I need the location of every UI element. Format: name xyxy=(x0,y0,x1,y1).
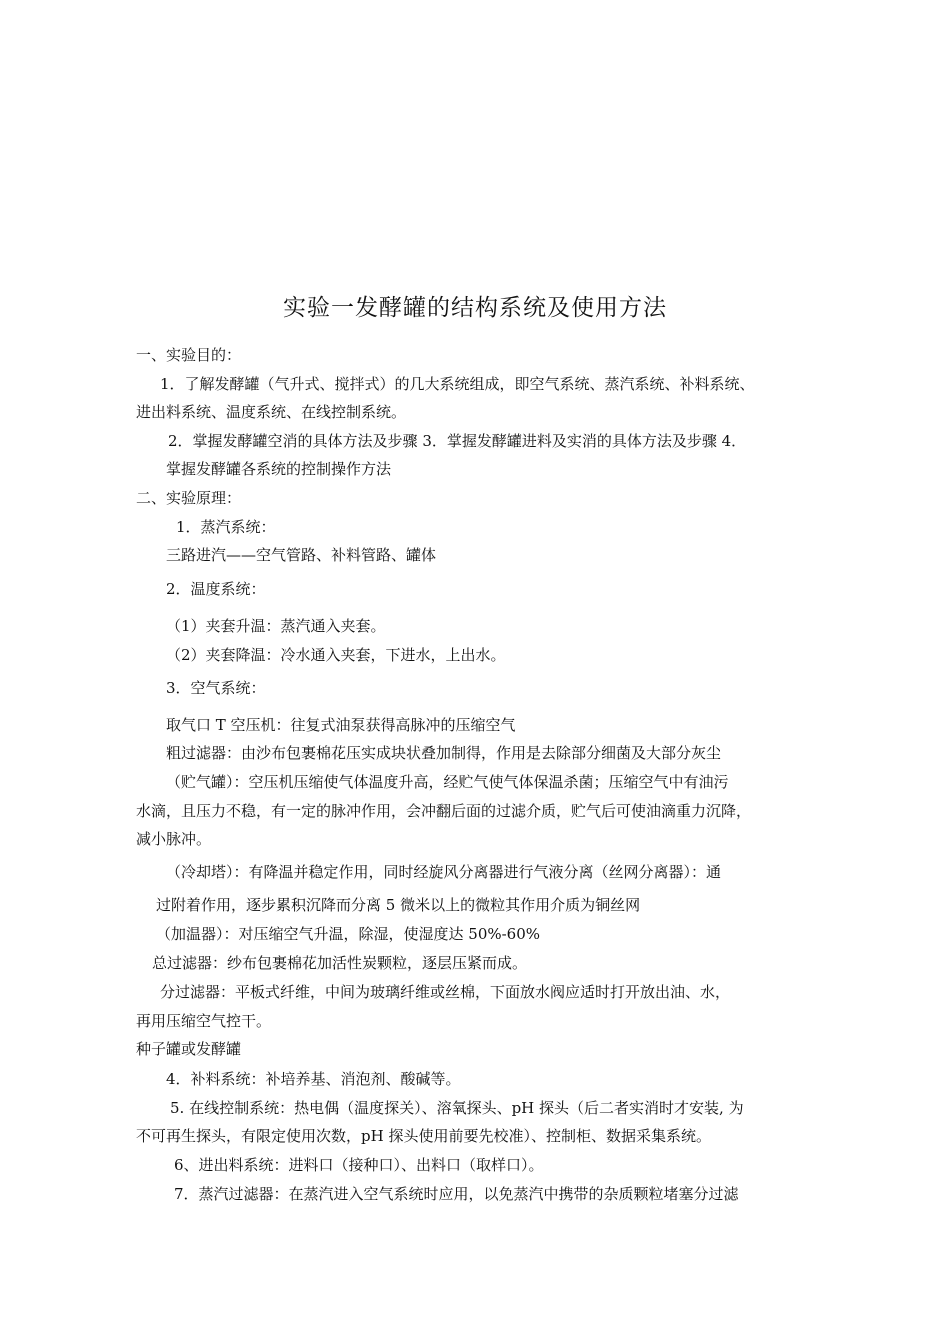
subheading-temperature-system: 2．温度系统： xyxy=(166,580,266,598)
paragraph-line: 2．掌握发酵罐空消的具体方法及步骤 3．掌握发酵罐进料及实消的具体方法及步骤 4． xyxy=(168,432,747,450)
paragraph-line: 掌握发酵罐各系统的控制操作方法 xyxy=(166,460,392,478)
paragraph-line: 水滴，且压力不稳，有一定的脉冲作用，会冲翻后面的过滤介质，贮气后可使油滴重力沉降， xyxy=(136,802,752,820)
paragraph-line: 粗过滤器：由沙布包裹棉花压实成块状叠加制得，作用是去除部分细菌及大部分灰尘 xyxy=(166,744,722,762)
paragraph-line: （2）夹套降温：冷水通入夹套，下进水，上出水。 xyxy=(166,646,506,664)
paragraph-line: 不可再生探头，有限定使用次数，pH 探头使用前要先校准）、控制柜、数据采集系统。 xyxy=(136,1127,711,1145)
paragraph-line: 进出料系统、温度系统、在线控制系统。 xyxy=(136,403,407,421)
section-heading-principle: 二、实验原理： xyxy=(136,489,242,507)
document-title: 实验一发酵罐的结构系统及使用方法 xyxy=(283,295,667,321)
paragraph-line: 三路进汽——空气管路、补料管路、罐体 xyxy=(166,546,437,564)
paragraph-line: 分过滤器：平板式纤维，中间为玻璃纤维或丝棉，下面放水阀应适时打开放出油、水， xyxy=(160,983,731,1001)
subheading-steam-filter: 7．蒸汽过滤器：在蒸汽进入空气系统时应用，以免蒸汽中携带的杂质颗粒堵塞分过滤 xyxy=(174,1185,739,1203)
paragraph-line: 取气口 T 空压机：往复式油泵获得高脉冲的压缩空气 xyxy=(166,716,516,734)
subheading-online-control: 5. 在线控制系统：热电偶（温度探关）、溶氧探头、pH 探头（后二者实消时才安装, 为 xyxy=(170,1099,744,1117)
paragraph-line: （贮气罐）：空压机压缩使气体温度升高，经贮气使气体保温杀菌；压缩空气中有油污 xyxy=(166,773,729,791)
paragraph-line: 再用压缩空气控干。 xyxy=(136,1012,272,1030)
section-heading-purpose: 一、实验目的： xyxy=(136,346,242,364)
paragraph-line: 种子罐或发酵罐 xyxy=(136,1040,242,1058)
subheading-steam-system: 1．蒸汽系统： xyxy=(176,518,276,536)
paragraph-line: （冷却塔）：有降温并稳定作用，同时经旋风分离器进行气液分离（丝网分离器）：通 xyxy=(166,863,722,881)
paragraph-line: 减小脉冲。 xyxy=(136,830,212,848)
paragraph-line: （1）夹套升温：蒸汽通入夹套。 xyxy=(166,617,386,635)
subheading-inlet-outlet: 6、进出料系统：进料口（接种口）、出料口（取样口）。 xyxy=(174,1156,544,1174)
subheading-feeding-system: 4．补料系统：补培养基、消泡剂、酸碱等。 xyxy=(166,1070,461,1088)
paragraph-line: 过附着作用，逐步累积沉降而分离 5 微米以上的微粒其作用介质为铜丝网 xyxy=(156,896,641,914)
paragraph-line: 总过滤器：纱布包裹棉花加活性炭颗粒，逐层压紧而成。 xyxy=(152,954,528,972)
paragraph-line: （加温器）：对压缩空气升温，除湿，使湿度达 50%-60% xyxy=(156,925,541,943)
paragraph-line: 1．了解发酵罐（气升式、搅拌式）的几大系统组成，即空气系统、蒸汽系统、补料系统、 xyxy=(160,375,755,393)
subheading-air-system: 3．空气系统： xyxy=(166,679,266,697)
